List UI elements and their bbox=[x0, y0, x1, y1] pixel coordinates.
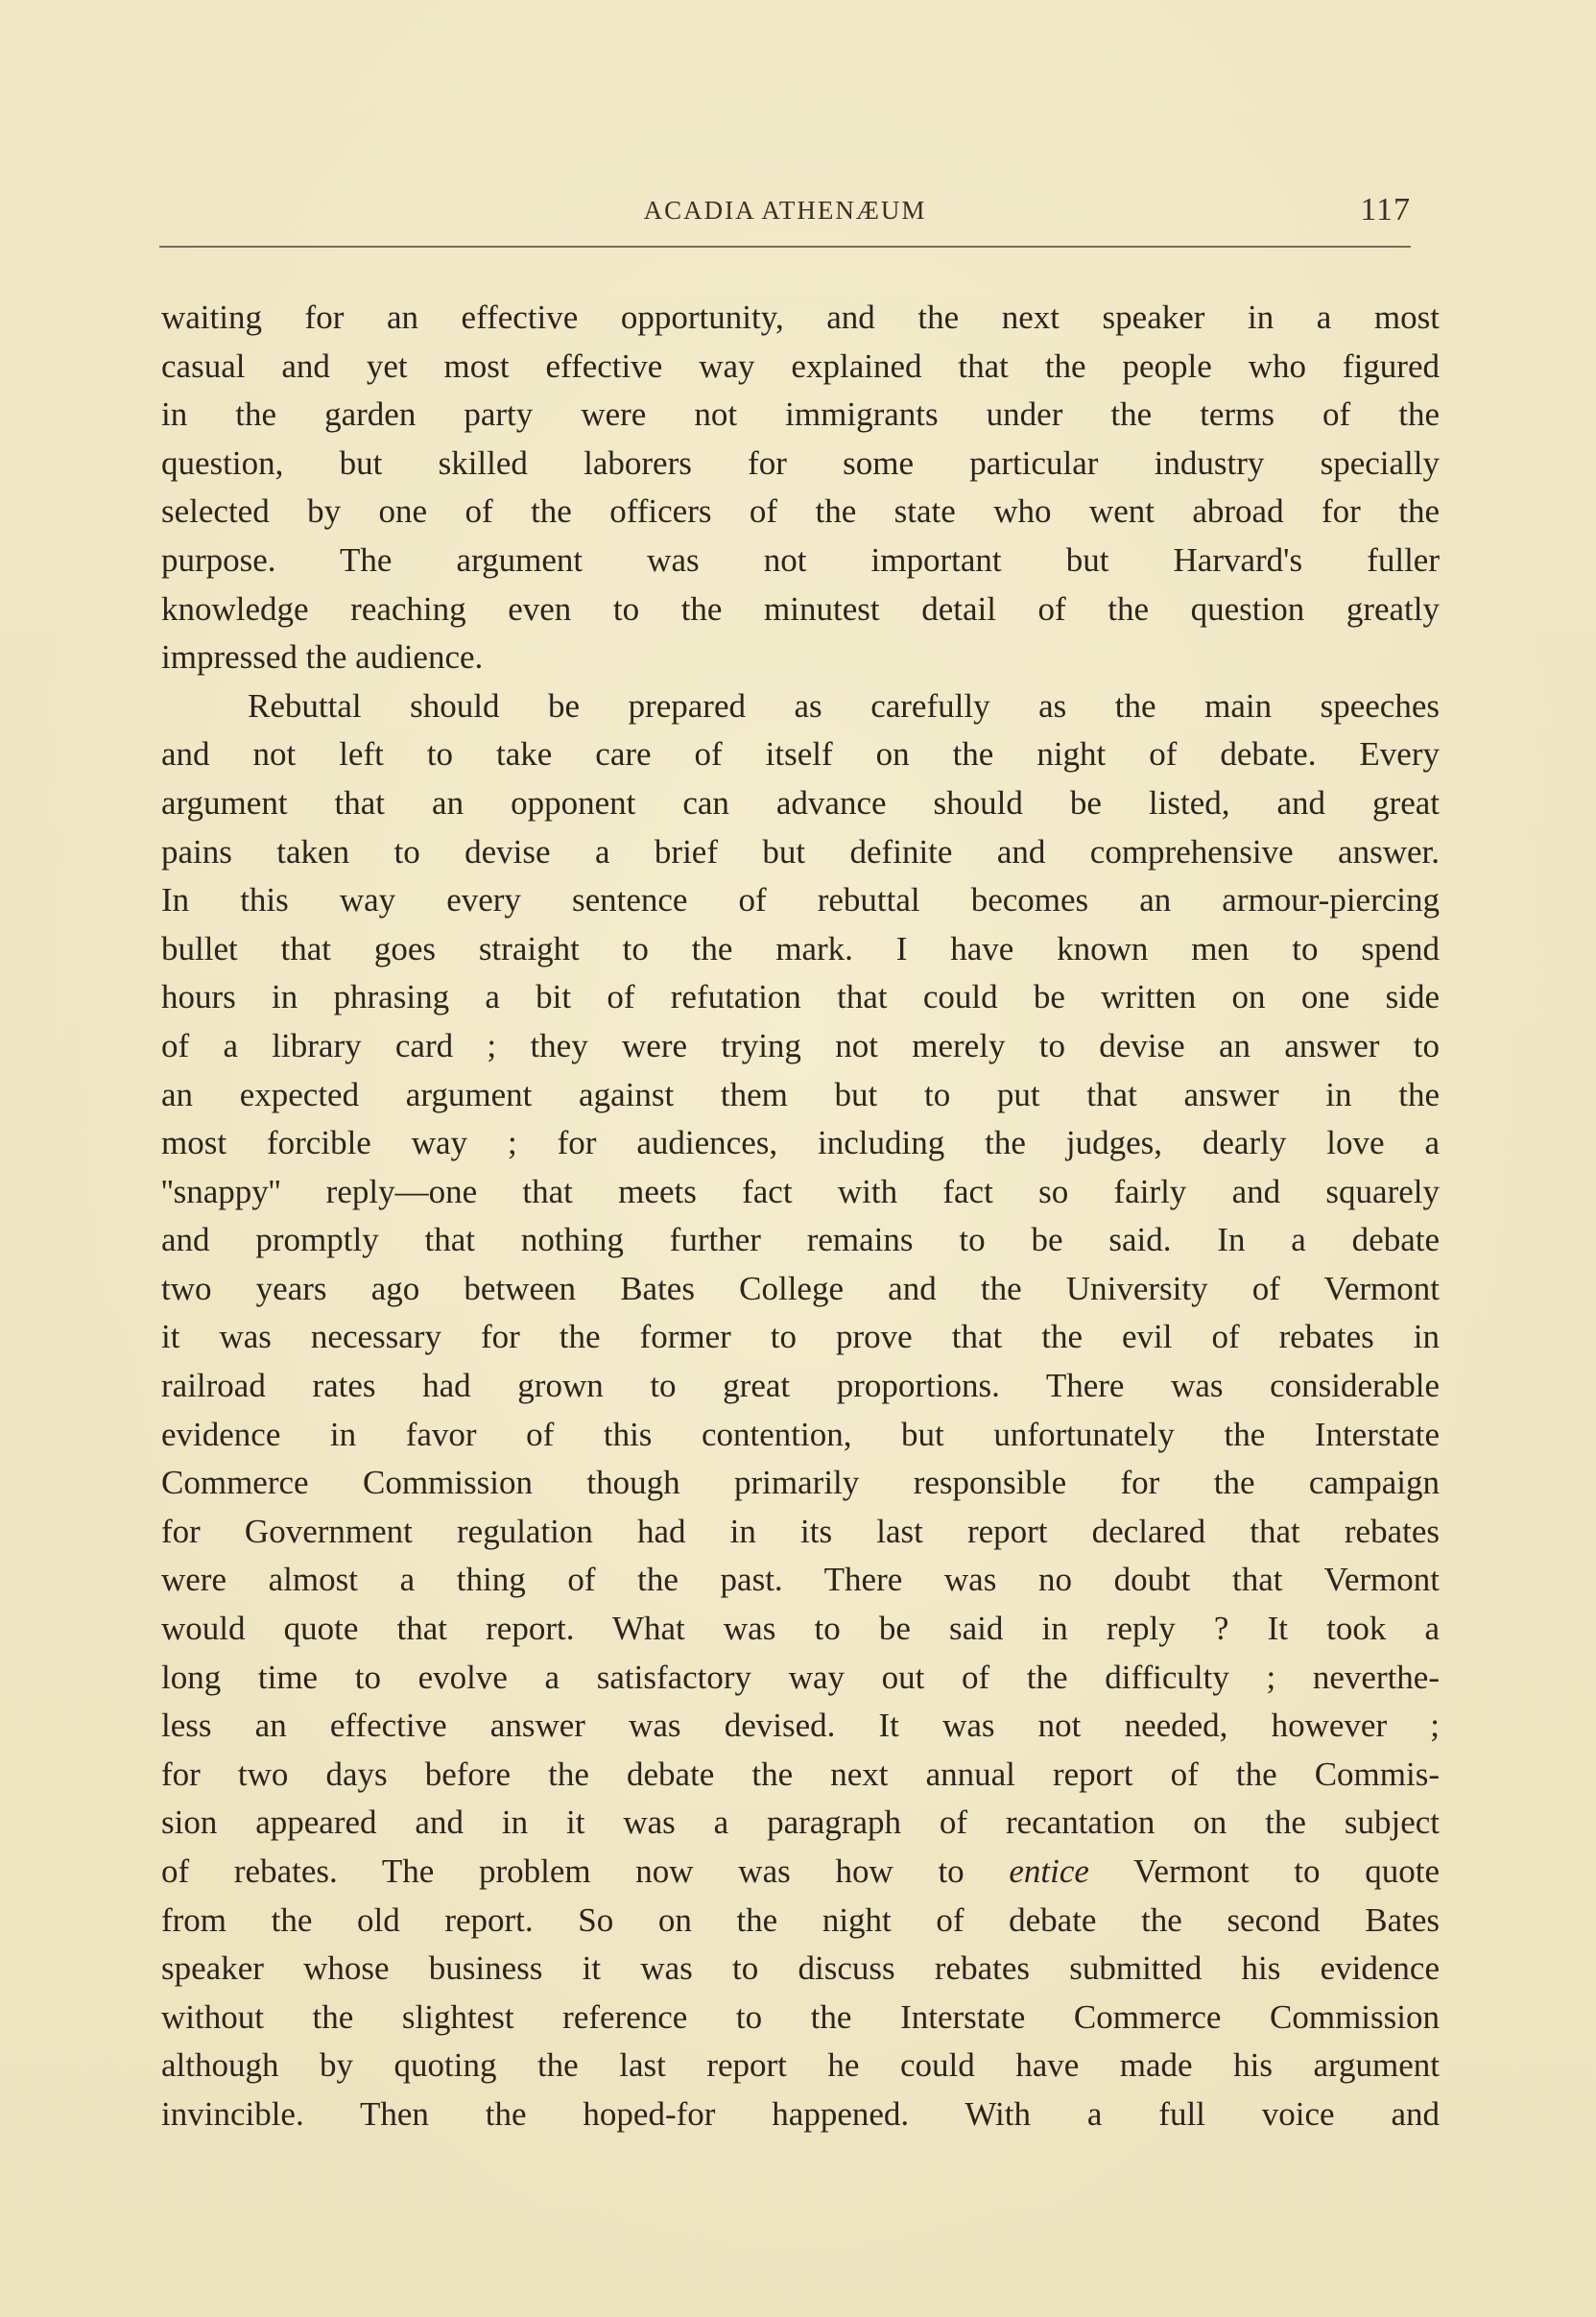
text-line: In this way every sentence of rebuttal becomes an armour-piercing bbox=[161, 881, 1440, 920]
text-line: two years ago between Bates College and the University of Vermont bbox=[161, 1269, 1440, 1307]
text-line: of a library card ; they were trying not merely to devise an answer to bbox=[161, 1026, 1440, 1064]
text-segment: of rebates. The problem now was how to bbox=[161, 1852, 1010, 1890]
text-line: long time to evolve a satisfactory way out of the difficulty ; neverthe- bbox=[161, 1658, 1440, 1696]
text-line: Commerce Commission though primarily responsible for the campaign bbox=[161, 1464, 1440, 1502]
text-line: sion appeared and in it was a paragraph of recantation on the subject bbox=[161, 1803, 1440, 1842]
text-line: railroad rates had grown to great proportions. There was considerable bbox=[161, 1367, 1440, 1405]
text-line: from the old report. So on the night of debate the second Bates bbox=[161, 1900, 1440, 1939]
text-segment: Vermont to quote bbox=[1088, 1852, 1440, 1890]
header-rule bbox=[159, 246, 1411, 248]
text-line: Rebuttal should be prepared as carefully as the main speeches bbox=[248, 686, 1440, 725]
text-line: ''snappy'' reply—one that meets fact with fact so fairly and squarely bbox=[161, 1172, 1440, 1210]
text-line: pains taken to devise a brief but definite and comprehensive answer. bbox=[161, 832, 1440, 871]
body-text bbox=[161, 294, 1440, 2139]
text-line: most forcible way ; for audiences, including the judges, dearly love a bbox=[161, 1124, 1440, 1162]
text-line: invincible. Then the hoped-for happened. With a full voice and bbox=[161, 2094, 1440, 2133]
text-line: purpose. The argument was not important but Harvard's fuller bbox=[161, 540, 1440, 579]
text-line: less an effective answer was devised. It was not needed, however ; bbox=[161, 1707, 1440, 1745]
text-line: an expected argument against them but to put that answer in the bbox=[161, 1075, 1440, 1113]
text-line: bullet that goes straight to the mark. I have known men to spend bbox=[161, 929, 1440, 967]
text-line: in the garden party were not immigrants under the terms of the bbox=[161, 395, 1440, 434]
italic-word: entice bbox=[1009, 1852, 1089, 1890]
text-line: casual and yet most effective way explained that the people who figured bbox=[161, 346, 1440, 385]
text-line: question, but skilled laborers for some particular industry specially bbox=[161, 443, 1440, 482]
page-number: 117 bbox=[1360, 192, 1411, 227]
text-line bbox=[161, 1848, 1440, 1897]
text-line: although by quoting the last report he could have made his argument bbox=[161, 2046, 1440, 2085]
text-line: argument that an opponent can advance should be listed, and great bbox=[161, 783, 1440, 822]
text-line: selected by one of the officers of the state who went abroad for the bbox=[161, 492, 1440, 531]
text-line: were almost a thing of the past. There was no doubt that Vermont bbox=[161, 1561, 1440, 1599]
text-line: for Government regulation had in its last report declared that rebates bbox=[161, 1512, 1440, 1550]
text-line: speaker whose business it was to discuss rebates submitted his evidence bbox=[161, 1949, 1440, 1988]
page-header bbox=[159, 192, 1411, 246]
text-line: and not left to take care of itself on the night of debate. Every bbox=[161, 735, 1440, 774]
text-line: would quote that report. What was to be said in reply ? It took a bbox=[161, 1610, 1440, 1648]
running-head: ACADIA ATHENÆUM bbox=[643, 196, 927, 225]
text-line: knowledge reaching even to the minutest detail of the question greatly bbox=[161, 589, 1440, 628]
text-line: it was necessary for the former to prove that the evil of rebates in bbox=[161, 1318, 1440, 1356]
text-line: without the slightest reference to the Interstate Commerce Commission bbox=[161, 1997, 1440, 2036]
text-line: waiting for an effective opportunity, and the next speaker in a most bbox=[161, 299, 1440, 336]
text-line: for two days before the debate the next annual report of the Commis- bbox=[161, 1755, 1440, 1793]
text-line: and promptly that nothing further remains to be said. In a debate bbox=[161, 1221, 1440, 1259]
text-line: evidence in favor of this contention, but unfortunately the Interstate bbox=[161, 1415, 1440, 1453]
text-line: hours in phrasing a bit of refutation that could be written on one side bbox=[161, 978, 1440, 1016]
text-line: impressed the audience. bbox=[161, 638, 484, 677]
